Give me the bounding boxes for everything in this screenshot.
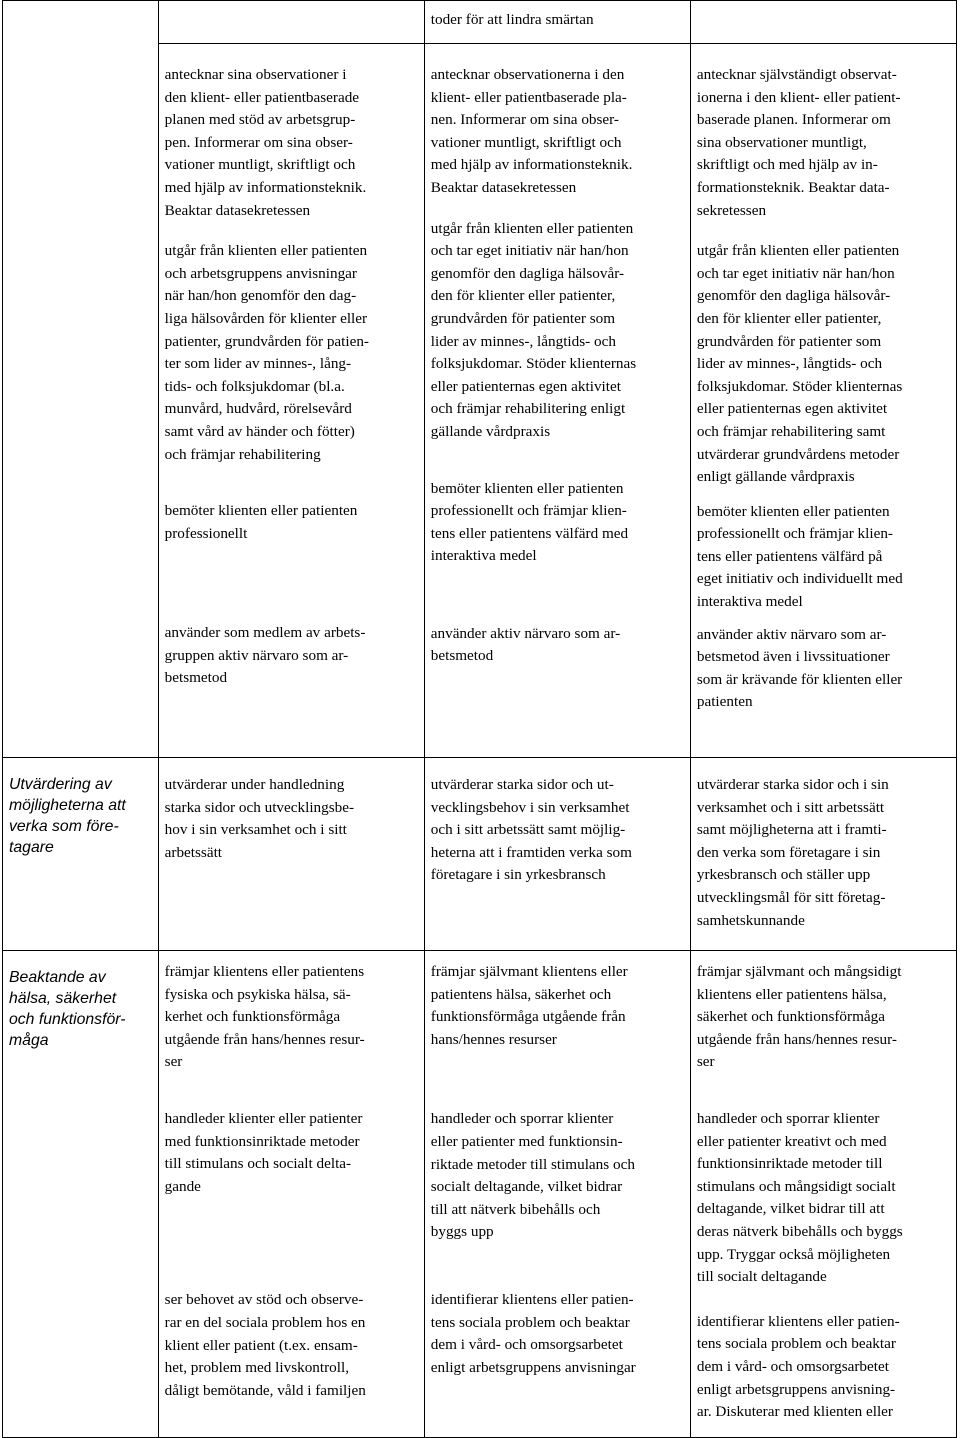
level-cell xyxy=(158,44,424,758)
level-cell xyxy=(690,758,956,951)
level-cell xyxy=(690,1,956,44)
level-cell xyxy=(158,1,424,44)
criterion-text: utvärderar under handledning starka sidor och utvecklingsbe- hov i sin verksamhet och i sitt arbetssätt xyxy=(164,776,355,861)
criterion-text: bemöter klienten eller patienten professionellt xyxy=(164,502,358,542)
criterion-text: främjar klientens eller patientens fysiska och psykiska hälsa, sä- kerhet och funktionsförmåga utgående från hans/hennes resur- ser xyxy=(164,963,365,1071)
criterion-text: identifierar klientens eller patien- tens sociala problem och beaktar dem i vård- och omsorgsarbetet enligt arbetsgruppens anvisningar xyxy=(430,1290,636,1376)
table-row xyxy=(3,1,957,44)
criterion-text: bemöter klienten eller patienten professionellt och främjar klien- tens eller patientens välfärd på eget initiativ och individuellt med interaktiva medel xyxy=(696,502,903,611)
criterion-text: antecknar sina observationer i den klient- eller patientbaserade planen med stöd av arbetsgrup- pen. Informerar om sina obser- vationer muntligt, skriftligt och med hjälp av informationsteknik. Beaktar datasekretessen xyxy=(164,66,367,219)
assessment-area-cell xyxy=(3,758,159,951)
criterion-text: utgår från klienten eller patienten och tar eget initiativ när han/hon genomför den dagliga hälsovår- den för klienter eller patienter, grundvården för patienter som lider av minnes-, långtids- och folksjukdomar. Stöder klienternas eller patienternas egen aktivitet och främjar rehabilitering enligt gällande vårdpraxis xyxy=(430,219,637,440)
criterion-text: ser behovet av stöd och observe- rar en del sociala problem hos en klient eller patient (t.ex. ensam- het, problem med livskontroll, dåligt bemötande, våld i familjen xyxy=(164,1291,366,1399)
level-cell xyxy=(158,758,424,951)
level-cell xyxy=(424,1,690,44)
criterion-text: identifierar klientens eller patien- tens sociala problem och beaktar dem i vård- och omsorgsarbetet enligt arbetsgruppens anvisning- ar. Diskuterar med klienten eller xyxy=(696,1312,900,1421)
criterion-text: antecknar observationerna i den klient- eller patientbaserade pla- nen. Informerar om sina obser- vationer muntligt, skriftligt och med hjälp av informationsteknik. Beaktar datasekretessen xyxy=(430,66,633,196)
level-cell xyxy=(690,44,956,758)
level-cell xyxy=(424,951,690,1438)
criterion-text: utvärderar starka sidor och i sin verksamhet och i sitt arbetssätt samt möjligheterna att i framti- den verka som företagare i sin yrkesbransch och ställer upp utvecklingsmål för sitt företag- samhetskunnande xyxy=(696,776,889,929)
criterion-text: handleder och sporrar klienter eller patienter med funktionsin- riktade metoder till stimulans och socialt deltagande, vilket bidrar till att nätverk bibehålls och byggs upp xyxy=(430,1110,635,1241)
assessment-area-cell xyxy=(3,1,159,758)
level-cell xyxy=(424,758,690,951)
criterion-text: utvärderar starka sidor och ut- vecklingsbehov i sin verksamhet och i sitt arbetssätt samt möjlig- heterna att i framtiden verka som företagare i sin yrkesbransch xyxy=(430,776,632,884)
criterion-text: bemöter klienten eller patienten professionellt och främjar klien- tens eller patientens välfärd med interaktiva medel xyxy=(430,479,629,565)
criterion-text: främjar självmant klientens eller patientens hälsa, säkerhet och funktionsförmåga utgående från hans/hennes resurser xyxy=(430,963,628,1048)
level-cell xyxy=(424,44,690,758)
criterion-text: använder aktiv närvaro som ar- betsmetod xyxy=(430,624,621,665)
table-row xyxy=(3,758,957,951)
assessment-area-label: Utvärdering av möjligheterna att verka som före- tagare xyxy=(9,776,126,856)
level-cell xyxy=(690,951,956,1438)
criterion-text: utgår från klienten eller patienten och arbetsgruppens anvisningar när han/hon genomför den dag- liga hälsovården för klienter eller patienter, grundvården för patien- ter som lider av minnes-, lång- tids- och folksjukdomar (bl.a. munvård, hudvård, rörelsevård samt vård av händer och fötter) och främjar rehabilitering xyxy=(164,242,369,463)
criteria-table xyxy=(2,0,957,1438)
criterion-text: antecknar självständigt observat- ionerna i den klient- eller patient- baserade planen. Informerar om sina observationer muntligt, skriftligt och med hjälp av in- formationsteknik. Beaktar data- sekretessen xyxy=(696,66,901,219)
assessment-area-label: Beaktande av hälsa, säkerhet och funktionsför- måga xyxy=(9,969,126,1049)
criterion-text: handleder och sporrar klienter eller patienter kreativt och med funktionsinriktade metoder till stimulans och mångsidigt socialt deltagande, vilket bidrar till att deras nätverk bibehålls och byggs upp. Tryggar också möjligheten till socialt deltagande xyxy=(696,1109,903,1286)
criterion-text: använder aktiv närvaro som ar- betsmetod även i livssituationer som är krävande för klienten eller patienten xyxy=(696,625,903,711)
criterion-text: utgår från klienten eller patienten och tar eget initiativ när han/hon genomför den dagliga hälsovår- den för klienter eller patienter, grundvården för patienter som lider av minnes-, långtids- och folksjukdomar. Stöder klienternas eller patienternas egen aktivitet och främjar rehabilitering samt utvärderar grundvårdens metoder enligt gällande vårdpraxis xyxy=(696,242,903,486)
criterion-text: främjar självmant och mångsidigt klientens eller patientens hälsa, säkerhet och funktionsförmåga utgående från hans/hennes resur- ser xyxy=(696,963,902,1071)
criterion-text: använder som medlem av arbets- gruppen aktiv närvaro som ar- betsmetod xyxy=(164,624,366,687)
criterion-text: handleder klienter eller patienter med funktionsinriktade metoder till stimulans och socialt delta- gande xyxy=(164,1109,363,1195)
criterion-text: toder för att lindra smärtan xyxy=(430,11,594,28)
assessment-area-cell xyxy=(3,951,159,1438)
level-cell xyxy=(158,951,424,1438)
